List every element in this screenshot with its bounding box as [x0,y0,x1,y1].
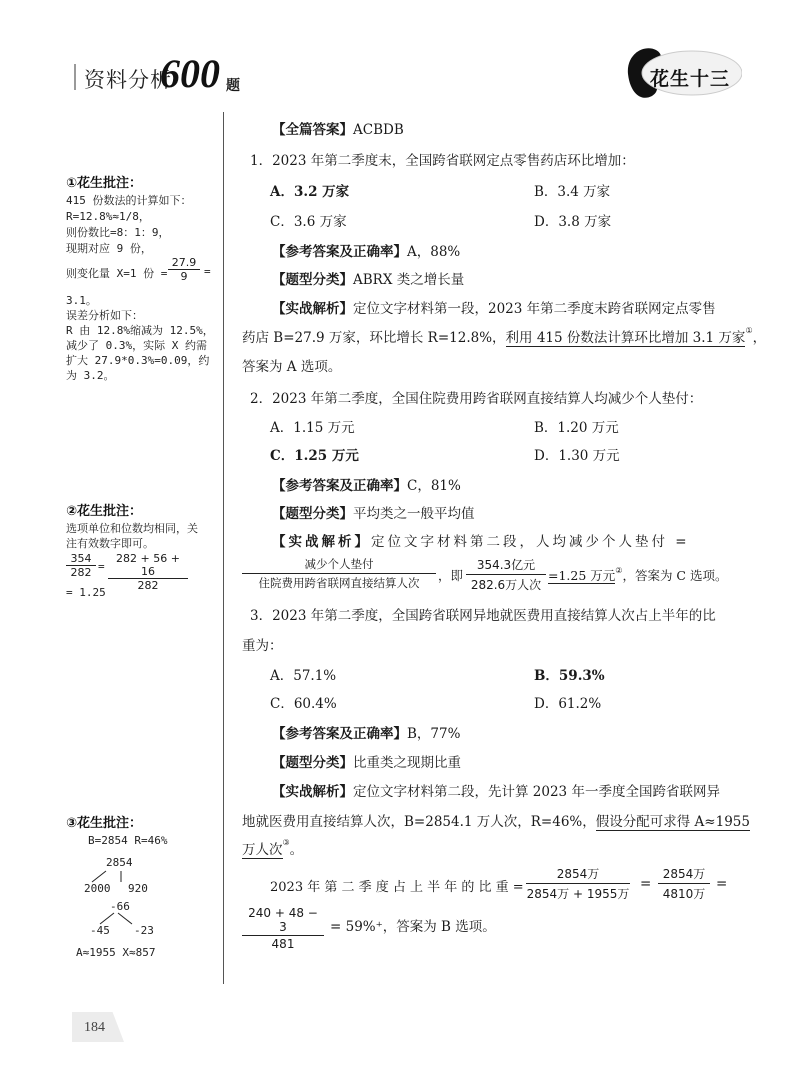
page-number: 184 [84,1020,105,1035]
q1-reference: 【参考答案及正确率】A，88% [272,244,461,260]
q3-analysis-line-3: 万人次③。 [242,838,304,858]
q1-stem: 1．2023 年第二季度末，全国跨省联网定点零售药店环比增加： [250,153,635,169]
note-title: ③花生批注： [66,816,143,831]
note-fraction: $\frac{354}{282}$ [66,552,96,579]
note-line: R 由 12.8%缩减为 12.5%， [66,324,214,337]
q2-analysis-line-1: 【实战解析】定位文字材料第二段，人均减少个人垫付 = [272,534,690,550]
q2-option-b: B．1.20 万元 [534,420,619,436]
q1-option-c: C．3.6 万家 [270,214,347,230]
q3-fraction-1: 2854万 2854万 + 1955万 [526,867,630,901]
split-lines [92,911,142,925]
q2-result: =1.25 万元②，答案为 C 选项。 [548,566,728,583]
note-line: 扩大 27.9*0.3%=0.09，约 [66,354,210,367]
q2-stem: 2．2023 年第二季度，全国住院费用跨省联网直接结算人均减少个人垫付： [250,391,703,407]
q3-stem-2: 重为： [242,638,283,654]
q1-option-a: A．3.2 万家 [270,184,350,200]
q3-analysis-line-1: 【实战解析】定位文字材料第二段，先计算 2023 年一季度全国跨省联网异 [272,784,720,800]
split-lines [88,869,158,883]
note-line: R=12.8%≈1/8， [66,210,150,223]
q3-option-d: D．61.2% [534,696,602,712]
q3-eq-2: = [716,876,728,892]
note-line: -23 [134,924,154,937]
note-line: -45 [90,924,110,937]
note-line: 则份数比=8：1：9， [66,226,170,239]
q3-fraction-3: $\frac{240 + 48 - 3}{481}$ [242,906,324,951]
note-line: 则变化量 X=1 份 = [66,267,168,280]
note-line: B=2854 R=46% [88,834,168,847]
book-number: 600 [160,51,220,96]
q3-option-a: A．57.1% [270,668,337,684]
q3-calc-prefix: 2023 年 第 二 季 度 占 上 半 年 的 比 重 = [270,880,524,895]
q3-reference: 【参考答案及正确率】B，77% [272,726,461,742]
note-fraction: $\frac{282 + 56 + 16}{282}$ [108,552,188,592]
q2-option-d: D．1.30 万元 [534,448,620,464]
q1-type: 【题型分类】ABRX 类之增长量 [272,272,465,288]
q3-fraction-2: 2854万 4810万 [658,865,710,902]
note-line: 3.1。 [66,294,97,307]
note-line: 现期对应 9 份， [66,242,152,255]
note-line: 为 3.2。 [66,369,115,382]
note-line: 920 [128,882,148,895]
q2-formula-fraction: 减少个人垫付 住院费用跨省联网直接结算人次 [242,556,436,591]
q3-option-b: B．59.3% [534,668,605,684]
note-line: 误差分析如下： [66,309,143,322]
note-title: ①花生批注： [66,176,143,191]
q2-option-c: C．1.25 万元 [270,448,359,464]
note-line: = 1.25 [66,586,106,599]
q2-mid: ，即 [438,568,464,583]
q1-analysis-line-3: 答案为 A 选项。 [242,359,342,375]
q3-stem-1: 3．2023 年第二季度，全国跨省联网异地就医费用直接结算人次占上半年的比 [250,608,716,624]
note-line: 注有效数字即可。 [66,537,154,550]
q1-option-d: D．3.8 万家 [534,214,612,230]
note-line: = [204,265,211,278]
note-line: 2854 [106,856,133,869]
q1-analysis-line-2: 药店 B=27.9 万家，环比增长 R=12.8%，利用 415 份数法计算环比增加 3.1 万家①， [242,326,767,346]
note-line: = [98,560,105,573]
answers-line: 【全篇答案】ACBDB [272,122,404,138]
q3-final: = 59%⁺，答案为 B 选项。 [330,919,496,935]
q2-type: 【题型分类】平均类之一般平均值 [272,506,475,522]
q1-analysis-line-1: 【实战解析】定位文字材料第一段，2023 年第二季度末跨省联网定点零售 [272,301,716,317]
note-line: -66 [110,900,130,913]
book-title: 资料分析 [84,69,172,92]
note-line: 减少了 0.3%，实际 X 约需 [66,339,207,352]
q1-option-b: B．3.4 万家 [534,184,611,200]
note-title: ②花生批注： [66,504,143,519]
q2-option-a: A．1.15 万元 [270,420,355,436]
note-line: 选项单位和位数均相同，关 [66,522,198,535]
q3-option-c: C．60.4% [270,696,337,712]
q3-eq-1: = [640,876,652,892]
q3-type: 【题型分类】比重类之现期比重 [272,755,461,771]
note-line: A≈1955 X≈857 [76,946,156,959]
q3-analysis-line-2: 地就医费用直接结算人次，B=2854.1 万人次，R=46%，假设分配可求得 A≈1955 [242,814,750,830]
q2-reference: 【参考答案及正确率】C，81% [272,478,461,494]
header-divider [74,64,76,90]
note-line: 2000 [84,882,111,895]
note-fraction: $\frac{27.9}{9}$ [168,256,200,283]
q2-value-fraction: 354.3亿元 282.6万人次 [466,556,546,593]
book-suffix: 题 [226,78,240,94]
column-divider [223,112,224,984]
note-line: 415 份数法的计算如下： [66,194,192,207]
brand-name: 花生十三 [650,68,731,90]
